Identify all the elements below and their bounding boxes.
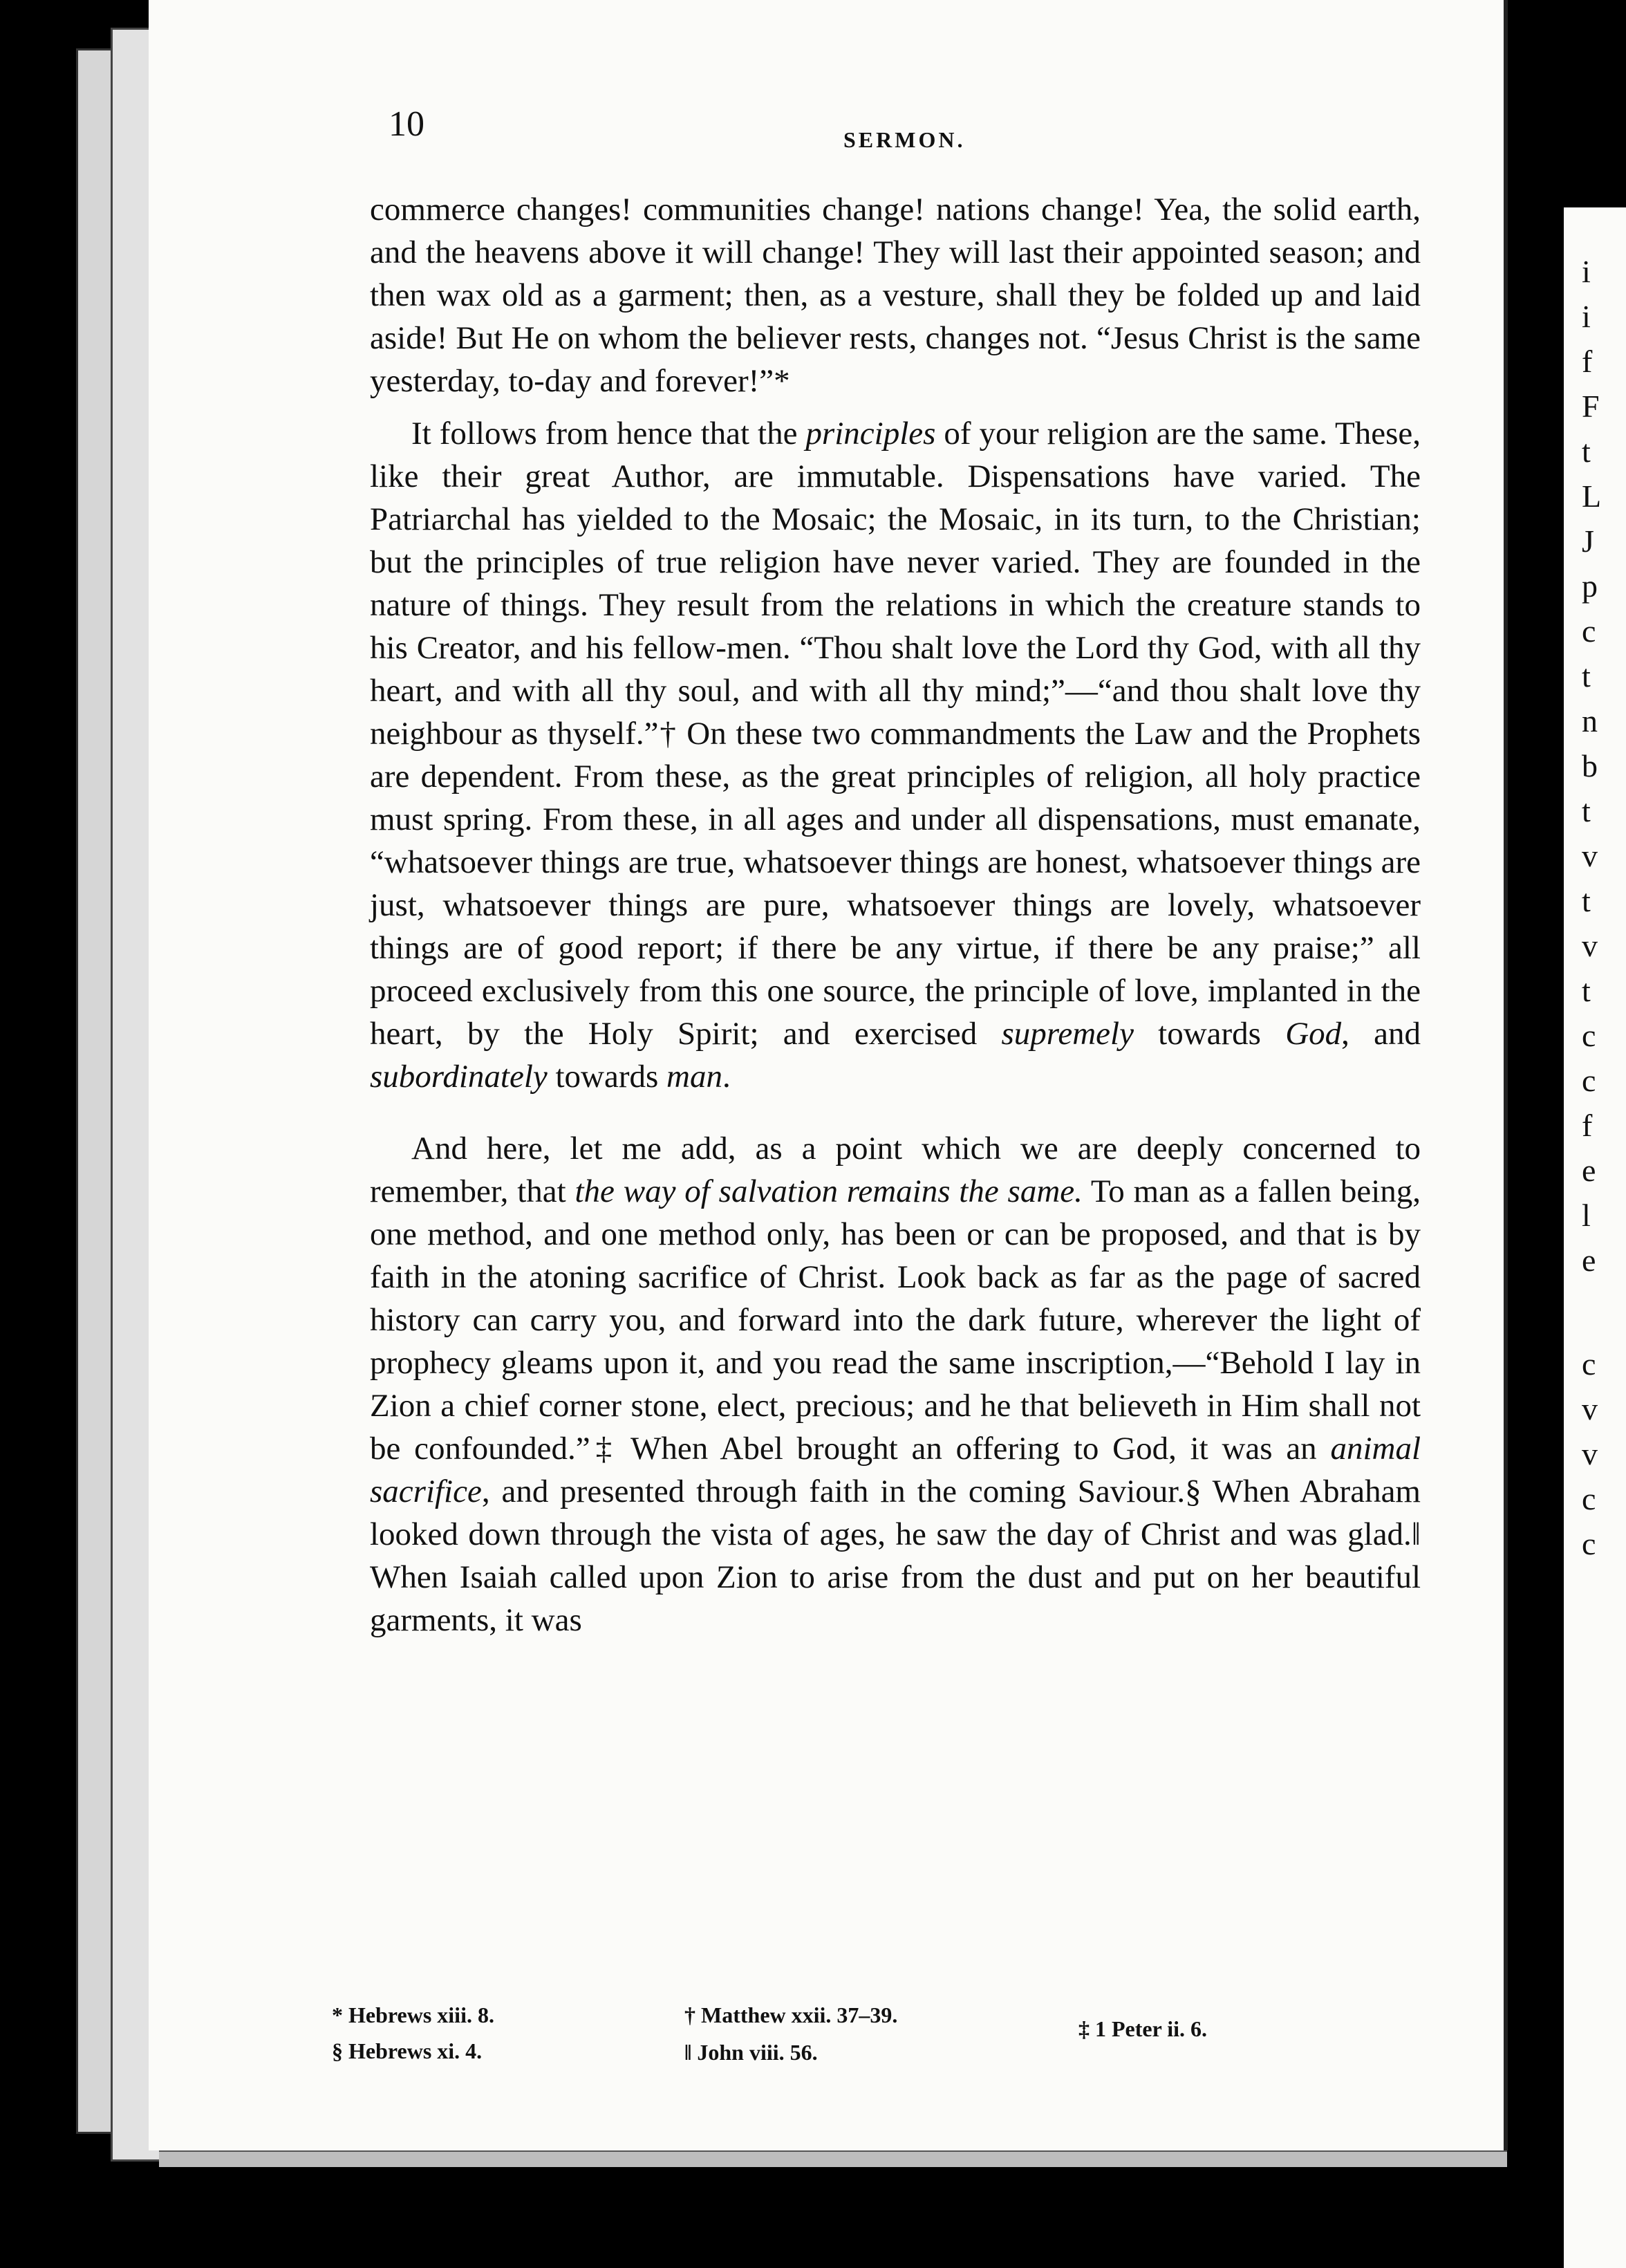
italic-text: man (666, 1059, 722, 1095)
facing-page-letter: i (1582, 299, 1591, 334)
facing-page-letter: v (1582, 928, 1598, 963)
facing-page-letter: c (1582, 613, 1596, 649)
body-text (370, 188, 1421, 1642)
text-run: towards (1133, 1016, 1286, 1052)
facing-page-letter: c (1582, 1526, 1596, 1561)
facing-page-letter: e (1582, 1243, 1596, 1278)
facing-page-letter: f (1582, 344, 1593, 379)
facing-page-letter: f (1582, 1108, 1593, 1143)
text-run: , and presented through faith in the coming Saviour.§ When Abraham looked down through the vista of ages, he saw the day of Christ and was glad.‖ When Isaiah called upon Zion to arise from the dust and put on her beautiful garments, it was (370, 1474, 1421, 1638)
italic-text: the way of salvation remains the same. (574, 1173, 1083, 1209)
italic-text: subordinately (370, 1059, 548, 1095)
text-run: And here, let me add, as a point which we are deeply concerned to remember, that (370, 1131, 1421, 1209)
facing-page-letter: l (1582, 1198, 1591, 1233)
italic-text: God (1285, 1016, 1342, 1052)
facing-page-letter: v (1582, 1436, 1598, 1471)
facing-page-letter: t (1582, 973, 1591, 1008)
facing-page-letter: c (1582, 1481, 1596, 1516)
facing-page-letter: t (1582, 658, 1591, 694)
facing-page-letter: n (1582, 703, 1598, 738)
running-head: SERMON. (843, 127, 966, 152)
facing-page-fragment (1564, 207, 1626, 2268)
italic-text: animal sacrifice (370, 1431, 1421, 1509)
facing-page-letter: b (1582, 748, 1598, 783)
footnote: * Hebrews xiii. 8. (332, 2002, 494, 2027)
facing-page-letter: J (1582, 523, 1594, 559)
page-bottom-edge (159, 2150, 1507, 2167)
paragraph (370, 412, 1421, 1098)
facing-page-letter: i (1582, 254, 1591, 289)
facing-page-letter: p (1582, 568, 1598, 604)
text-run: of your religion are the same. These, like their great Author, are immutable. Dispensations have varied. The Patriarchal has yielded to the Mosaic; the Mosaic, in its turn, to the Christian; but the principles of true religion have never varied. They are founded in the nature of things. They result from the relations in which the creature stands to his Creator, and his fellow-men. “Thou shalt love the Lord thy God, with all thy heart, and with all thy soul, and with all thy mind;”—“and thou shalt love thy neighbour as thyself.”† On these two commandments the Law and the Prophets are dependent. From these, as the great principles of religion, all holy practice must spring. From these, in all ages and under all dispensations, must emanate, “whatsoever things are true, whatsoever things are honest, whatsoever things are just, whatsoever things are pure, whatsoever things are lovely, whatsoever things are of good report; if there be any virtue, if there be any praise;” all proceed exclusively from this one source, the principle of love, implanted in the heart, by the Holy Spirit; and exercised (370, 416, 1421, 1052)
text-run: To man as a fallen being, one method, and one method only, has been or can be proposed, and that is by faith in the atoning sacrifice of Christ. Look back as far as the page of sacred history can carry you, and forward into the dark future, wherever the light of prophecy gleams upon it, and you read the same inscription,—“Behold I lay in Zion a chief corner stone, elect, precious; and he that believeth in Him shall not be confounded.”‡ When Abel brought an offering to God, it was an (370, 1173, 1421, 1467)
facing-page-letter: v (1582, 838, 1598, 873)
italic-text: supremely (1001, 1016, 1134, 1052)
facing-page-letter: t (1582, 883, 1591, 918)
facing-page-letter: c (1582, 1018, 1596, 1053)
footnote: ‖ John viii. 56. (684, 2040, 818, 2065)
text-run: towards (547, 1059, 667, 1095)
paragraph (370, 1127, 1421, 1642)
facing-page-letter: L (1582, 478, 1602, 514)
facing-page-letter: F (1582, 389, 1600, 424)
facing-page-letter: e (1582, 1153, 1596, 1188)
italic-text: principles (805, 416, 936, 452)
facing-page-letter: t (1582, 434, 1591, 469)
text-run: . (722, 1059, 731, 1095)
text-run: , and (1341, 1016, 1421, 1052)
paragraph: commerce changes! communities change! nations change! Yea, the solid earth, and the heavens above it will change! They will last their appointed season; and then wax old as a garment; then, as a vesture, shall they be folded up and laid aside! But He on whom the believer rests, changes not. “Jesus Christ is the same yesterday, to-day and forever!”* (370, 192, 1421, 399)
facing-page-letter: c (1582, 1346, 1596, 1382)
footnote: † Matthew xxii. 37–39. (684, 2002, 898, 2027)
footnote: ‡ 1 Peter ii. 6. (1078, 2016, 1208, 2041)
facing-page-letter: c (1582, 1063, 1596, 1098)
facing-page-letter: t (1582, 793, 1591, 828)
page-number: 10 (389, 104, 424, 144)
text-run: It follows from hence that the (411, 416, 806, 452)
facing-page-letter: v (1582, 1391, 1598, 1426)
footnote: § Hebrews xi. 4. (332, 2038, 483, 2063)
